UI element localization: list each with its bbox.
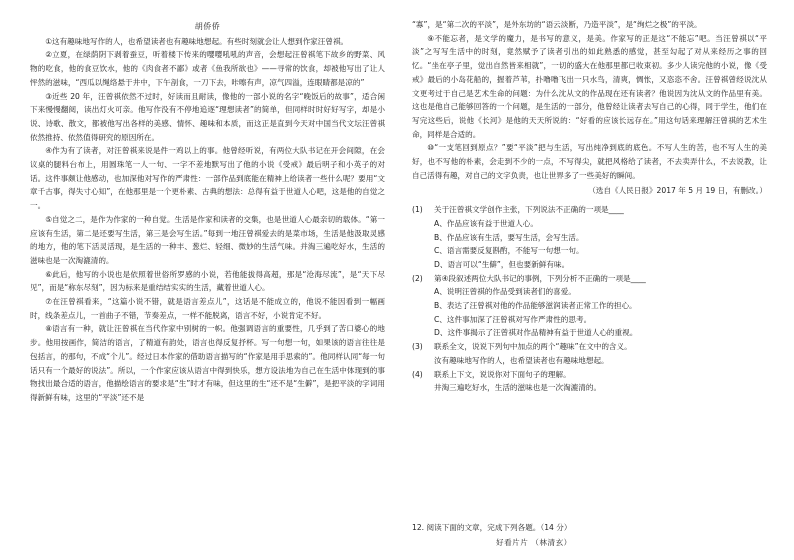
option-b: B、作品应该有生活，要写生活，会写生活。 (434, 232, 584, 242)
quoted-sentence: 汝有趣味地写作的人，也希望读者也有趣味地想起。 (434, 355, 609, 365)
question-number: (4) (412, 369, 423, 379)
question-1 (412, 203, 767, 217)
option-a: A、说明汪曾祺的作品受到读者们的喜爱。 (434, 287, 576, 297)
question-text: 联系上下文，说说你对下面句子的理解。 (434, 369, 571, 379)
quoted-sentence: 井淘三遍吃好水，生活的滋味也是一次淘漉清的。 (434, 383, 602, 393)
question-4 (412, 368, 767, 382)
paragraph: ⑨不能忘者，是文学的魔力，是书写的意义，是美。作家写的正是这“不能忘”吧。当汪曾祺以“平淡”之写写生活中的时刻，竟然赋予了读者引出的如此熟悉的感觉，甚至勾起了对从来经历之事的回忆。“坐在亭子里，觉出自然皆来相就”，一切的盛大在他那里都已收束初。多少人读完他的小说，像《受戒》最后的小岛花船的，握着芦苇，扑噜噜飞出一只水鸟，清爽，惆怅，又恣恣不舍。汪曾祺曾经说沈从文更考过于自己是艺术生命的问题：为什么沈从文的作品现在还有读者？他说因为沈从文的作品里有美。这也是他自己能够回答的一个问题，是生活的一部分，他曾经让读者去写自己的心得，同于学生，他们在写完这些后，说他《长河》是他的天天所说的：“好看的应该长远存在。”用这句话来理解汪曾祺的艺术生命，同样是合适的。 (412, 33, 767, 139)
question-number: (1) (412, 205, 423, 215)
option-a: A、作品应该有益于世道人心。 (434, 218, 538, 228)
question-number: (3) (412, 342, 423, 352)
left-column (30, 18, 385, 405)
option-c: C、语言需要反复斟酌，不能写一句想一句。 (434, 246, 584, 256)
article-source: （选自《人民日报》2017 年 5 月 19 日，有删改。） (588, 186, 767, 196)
paragraph: ②立夏，在绿荫阴下剥着蚕豆，听着楼下传来的嘤嘤吼吼的声音，会想起汪曾祺笔下故乡的野菜、风物的吃食，他的食豆饮水，他的《肉食者不鄙》或者《鱼我所欲也》——寻常的饮食，却被他写出了让人怦然的滋味，“西瓜以绳络悬于井中，下午剖食，一刀下去，咔嚓有声，凉气四溢，连眼睛都是凉的” (30, 50, 385, 87)
question-3 (412, 340, 767, 354)
question-text: 第④段叙述两位大队书记的事例，下列分析不正确的一项是____ (434, 273, 646, 283)
paragraph: ⑦在汪曾祺看来，“这篇小说不错，就是语言差点儿”，这话是不能成立的，他说不能因看到一幅画时，线条差点儿，一首曲子不错，节奏差点，一样不能脱离，语言不好，小说肯定不好。 (30, 297, 385, 320)
question-number: (2) (412, 273, 423, 283)
paragraph: ⑥此后，他写的小说也是依照着世俗所罗感的小说，若他能拔得高超，那是“沧海尽流”，是“天下尽见”，而是“称东尽刻”，因为标来是重结结实实的生活，藏着世道人心。 (30, 269, 385, 293)
question-text: 关于汪曾祺文学创作主张，下列说法不正确的一项是____ (434, 205, 624, 215)
article-title: 胡侨侨 (194, 22, 221, 31)
paragraph: ③近些 20 年，汪曾祺依然不过时，好读而且耐读，像他的一部小说的名字“晚饭后的故事”，适合闲下来慢慢翻阅，读出灯火可亲。他写作没有不停地追逐“理想读者”的简单，但同样时时好好写字，却是小说、诗歌、散文，都被他写出各样的美感、情怀、趣味和本质，而这正是直到今天对中国当代文坛汪曾祺依然推持、依然值得研究的原因所在。 (30, 91, 385, 142)
paragraph: “寡”，是“第二次的平淡”，是外东坊的“语云淡断，乃造平淡”，是“绚烂之极”的平淡。 (412, 20, 702, 29)
section-12-title: 好看片片 （林清玄） (496, 538, 572, 547)
option-c: C、这件事加深了汪曾祺对写作严肃性的思考。 (434, 314, 592, 324)
paragraph: ⑩“一支笔回到原点？”要“平淡”把与生活，写出纯净到底的底色。不写人生的苦，也不写人生的美好，也不写他的朴素，会走到不少的一点，不写得尖，就把风格给了读者，不去卖弄什么，不去说教，让自己活得有趣，对自己的文字负责，也让世界多了一些美好的瞬间。 (412, 143, 767, 180)
question-2 (412, 272, 767, 286)
option-d: D、语言可以“生僻”，但也要新鲜有味。 (434, 259, 570, 269)
paragraph: ⑧语言有一种，就让汪曾祺在当代作家中别树的一帜。他强调语言的重要性，几乎到了苦口婆心的地步。他用按画作，简洁的语言，了精道有韵处，语言也得反复抒杯。写一句想一句，如果该的语言往往是包括言，的那句，不成“个儿”。经过日本作家的借助语言描写的“作家是用手思索的”。他同样认同“每一句话只有一个最好的说法”。所以，一个作家应该从语言中得到快乐，想方设法地为自己在生活中体现到的事物找出最合适的语言，他描绘语言的要求是“生”时才有味，但这里的生“还不是“生僻”，是把平淡的字词用得新鲜有味，这里的“平淡”还不是 (30, 324, 385, 402)
question-text: 联系全文，说说下列句中加点的两个“趣味”在文中的含义。 (434, 342, 632, 352)
right-column (412, 18, 767, 395)
paragraph: ①这有趣味地写作的人，也希望读者也有趣味地想起。有些时刻就会让人想到作家汪曾祺。 (45, 36, 349, 46)
paragraph: ⑤自觉之二，是作为作家的一种自觉。生活是作家和读者的交集，也是世道人心最亲切的载体。“第一应该有生活，第二是还要写生活，第三是会写生活。”每到一地汪曾祺爱去的是菜市场，生活是他汲取灵感的地方，他的笔下活灵活现，是生活的一种丰、葱烂、轻细、微妙的生活气味。并淘三遍吃好水，生活的滋味也是一次淘漉清的。 (30, 214, 385, 265)
option-b: B、表达了汪曾祺对他的作品能够滋润读者正常工作的担心。 (434, 301, 637, 311)
section-12-instruction: 12. 阅读下面的文章，完成下列各题。（14 分） (412, 523, 572, 532)
option-d: D、这件事揭示了汪曾祺对作品精神有益于世道人心的重视。 (434, 328, 638, 338)
paragraph: ④作为有了读者，对汪曾祺来说是件一鸡以上的事。他曾经听说，有两位大队书记在开会间隙，在会议桌的腿料台布上，用圆珠笔一人一句、一字不差地默写出了他的小说《受戒》最后明子和小英子的对话。这件事颇让他感动，也加深他对写作的严肃性：一部作品到底能在精神上给读者一些什么呢？要用“文章千古事，得失寸心知”，在他那里是一个更朴素、古典的想法：总得有益于世道人心吧，这是他的自觉之一。 (30, 146, 385, 211)
